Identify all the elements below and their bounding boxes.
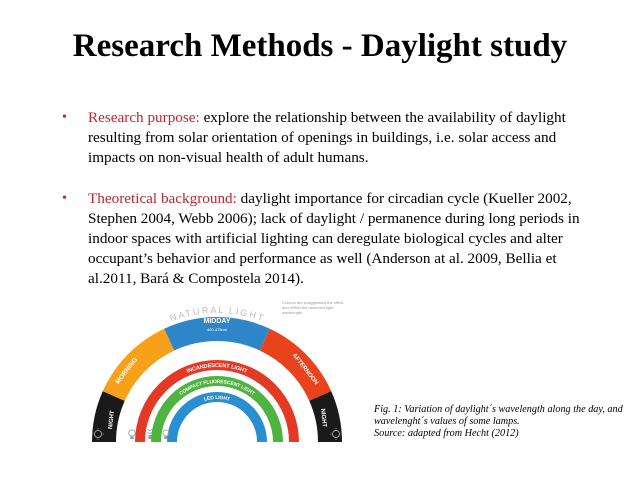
incandescent-bulb-icon bbox=[129, 430, 135, 439]
bullet-theoretical-background bbox=[62, 189, 582, 289]
daylight-wavelength-figure bbox=[86, 292, 348, 450]
incandescent-text: INCANDESCENT LIGHT bbox=[186, 362, 248, 375]
slide-title: Research Methods - Daylight study bbox=[72, 28, 568, 64]
led-text: LED LIGHT bbox=[203, 394, 231, 403]
bullet-dot: • bbox=[62, 110, 67, 125]
figure-caption bbox=[374, 404, 634, 440]
night-left-label: NIGHT bbox=[108, 410, 116, 430]
arc-led bbox=[172, 394, 262, 442]
fluorescent-text: COMPACT FLUORESCENT LIGHT bbox=[178, 378, 256, 398]
natural-light-text: NATURAL LIGHT bbox=[168, 304, 266, 324]
bullet-dot: • bbox=[62, 191, 67, 206]
night-right-label: NIGHT bbox=[319, 408, 327, 428]
bullet-body: daylight importance for circadian cycle (Kueller 2002, Stephen 2004, Webb 2006); lack of daylight / permanence during long periods in indoor spaces with artificial lighting can deregulate biological cycles and alter occupant’s behavior and performance as well (Anderson at al. 2009, Bellia et al.2011, Bará & Compostela 2014). bbox=[88, 190, 580, 287]
afternoon-label: AFTERNOON bbox=[290, 352, 319, 387]
fluorescent-bulb-icon bbox=[148, 429, 152, 439]
bullet-research-purpose bbox=[62, 108, 582, 168]
morning-label: MORNING bbox=[114, 356, 140, 386]
bullet-body: explore the relationship between the availability of daylight resulting from solar orientation of openings in buildings, i.e. solar access and impacts on non-visual health of adult humans. bbox=[88, 109, 566, 166]
caption-source: Source: adapted from Hecht (2012) bbox=[374, 428, 519, 439]
midday-range-label: 400-475nm bbox=[206, 327, 228, 332]
caption-text: Fig. 1: Variation of daylight´s wavelength along the day, and wavelenght´s values of some lamps. bbox=[374, 404, 623, 427]
midday-label: MIDDAY bbox=[203, 318, 231, 325]
bullet-text bbox=[88, 189, 582, 289]
figure-note: Colours are exaggerated the effect and reflect the dominant light wavelength bbox=[282, 300, 344, 315]
bullet-text bbox=[88, 108, 582, 168]
bullet-lead: Theoretical background: bbox=[88, 190, 237, 207]
bullet-lead: Research purpose: bbox=[88, 109, 200, 126]
